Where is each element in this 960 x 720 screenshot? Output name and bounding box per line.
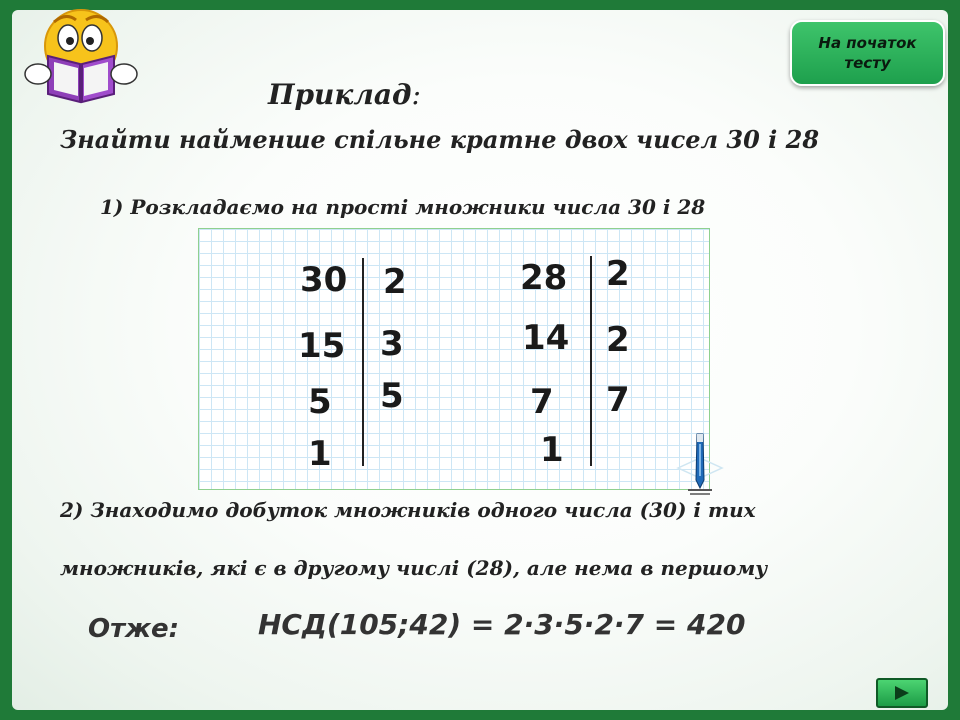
right-number-3: 7 [530, 382, 554, 422]
right-number-2: 14 [522, 318, 570, 358]
left-factor-3: 5 [380, 376, 404, 416]
example-heading: Приклад: [268, 78, 421, 111]
result-formula: НСД(105;42) = 2·3·5·2·7 = 420 [258, 608, 746, 641]
play-next-icon [891, 684, 913, 702]
reading-smiley-icon [18, 6, 144, 106]
step-two-line-1: 2) Знаходимо добуток множників одного числа (30) і тих [60, 498, 756, 522]
conclusion-label: Отже: [88, 614, 180, 644]
right-factor-3: 7 [606, 380, 630, 420]
left-factor-1: 2 [383, 262, 407, 302]
step-two-line-2: множників, які є в другому числі (28), але нема в першому [60, 556, 768, 580]
start-test-button[interactable]: На початок тесту [790, 20, 945, 86]
right-factor-2: 2 [606, 320, 630, 360]
left-divider-line [362, 258, 364, 466]
task-statement: Знайти найменше спільне кратне двох чисел 30 і 28 [60, 125, 820, 154]
left-number-1: 30 [300, 260, 348, 300]
left-number-4: 1 [308, 434, 332, 474]
next-slide-button[interactable] [876, 678, 928, 708]
right-divider-line [590, 256, 592, 466]
right-number-1: 28 [520, 258, 568, 298]
right-number-4: 1 [540, 430, 564, 470]
left-number-2: 15 [298, 326, 346, 366]
step-one-text: 1) Розкладаємо на прості множники числа 30 і 28 [100, 195, 706, 219]
right-factor-1: 2 [606, 254, 630, 294]
pen-icon [668, 428, 732, 498]
left-number-3: 5 [308, 382, 332, 422]
factorization-grid [198, 228, 710, 490]
left-factor-2: 3 [380, 324, 404, 364]
